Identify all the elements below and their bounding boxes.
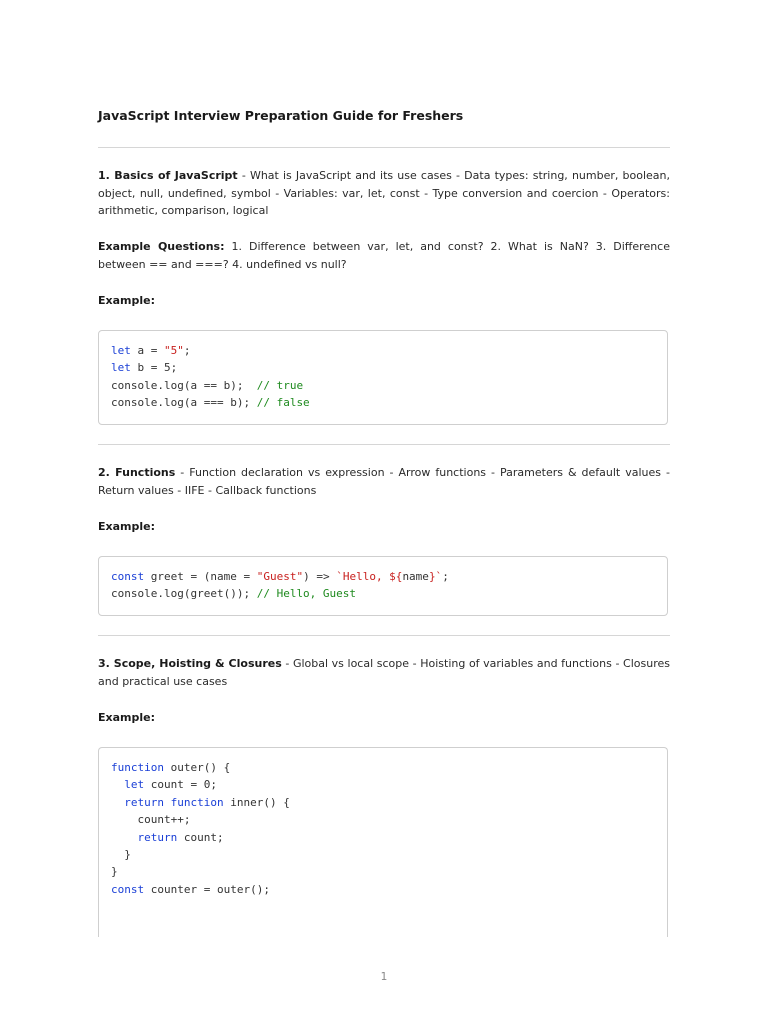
section-3-code-block [98,747,668,937]
code-token: // false [256,396,310,410]
code-line [111,568,449,585]
code-line [111,811,290,828]
code-token: ; [442,570,449,583]
code-token: return [124,795,164,809]
code-token: console.log(a === b); [111,396,257,410]
code-line [111,794,290,811]
section-3-text: - Global vs local scope - Hoisting of variables and functions - Closures and practical use cases [98,657,670,688]
page-number: 1 [380,971,388,983]
code-token: const [111,570,145,583]
code-token: `Hello, ${ [336,570,403,583]
example-questions-text: 1. Difference between var, let, and const? 2. What is NaN? 3. Difference between == and ===? 4. undefined vs null? [98,240,670,271]
code-token [111,831,138,844]
code-line [111,863,290,880]
code-token: let [124,778,145,792]
code-token: ; [183,344,191,357]
section-2-heading: 2. Functions [98,466,176,479]
code-token [111,778,124,791]
code-token: // Hello, Guest [256,587,357,601]
section-2-paragraph [98,464,670,499]
code-token: // true [256,378,304,392]
section-1-code [111,342,310,412]
code-line [111,394,310,411]
code-line [111,776,290,793]
section-3-paragraph [98,655,670,690]
code-token: count++; [111,813,191,827]
divider [98,635,670,636]
code-line [111,342,310,359]
section-1-code-block [98,330,668,425]
code-token: a = [130,344,164,357]
code-token: inner() { [223,795,290,809]
example-questions-label: Example Questions: [98,240,225,253]
code-token: count; [177,830,224,844]
section-1-paragraph [98,167,670,220]
code-token [164,796,171,809]
code-line [111,881,290,898]
code-token: count = 0; [144,778,217,792]
example-questions-paragraph [98,238,670,273]
code-line [111,759,290,776]
code-line [111,846,290,863]
code-token: b = 5; [130,361,178,375]
code-token: } [111,865,118,879]
code-line [111,377,310,394]
code-token: name [402,570,429,583]
code-token: let [111,361,131,375]
section-2-code [111,568,449,603]
divider [98,147,670,148]
code-token: function [170,795,224,809]
code-line [111,829,290,846]
section-2-code-block [98,556,668,616]
code-token: outer() { [163,761,231,774]
page-title: JavaScript Interview Preparation Guide for Freshers [98,108,464,123]
section-2-example-label: Example: [98,520,155,533]
code-token: } [111,847,131,861]
code-line [111,359,310,376]
code-token: console.log(greet()); [111,587,257,601]
section-1-heading: 1. Basics of JavaScript [98,169,238,182]
code-token: greet = (name = [144,570,257,583]
code-token: "5" [164,344,184,357]
code-token: "Guest" [256,570,304,583]
code-token: let [111,344,131,357]
code-token: ) => [303,570,337,583]
section-3-heading: 3. Scope, Hoisting & Closures [98,657,282,670]
code-token: function [111,761,164,774]
section-2-text: - Function declaration vs expression - Arrow functions - Parameters & default values - Return values - IIFE - Callback functions [98,466,670,497]
section-3-code [111,759,290,898]
code-token: console.log(a == b); [111,378,257,392]
divider [98,444,670,445]
section-1-example-label: Example: [98,294,155,307]
code-token: counter = outer(); [144,882,270,896]
section-3-example-label: Example: [98,711,155,724]
code-token: }` [428,570,443,583]
code-token: const [111,882,145,896]
section-1-text: - What is JavaScript and its use cases - Data types: string, number, boolean, object, null, undefined, symbol - Variables: var, let, const - Type conversion and coercion - Operators: arithmetic, comparison, logical [98,169,670,217]
code-token [111,796,124,809]
code-token: return [137,830,178,844]
code-line [111,585,449,602]
